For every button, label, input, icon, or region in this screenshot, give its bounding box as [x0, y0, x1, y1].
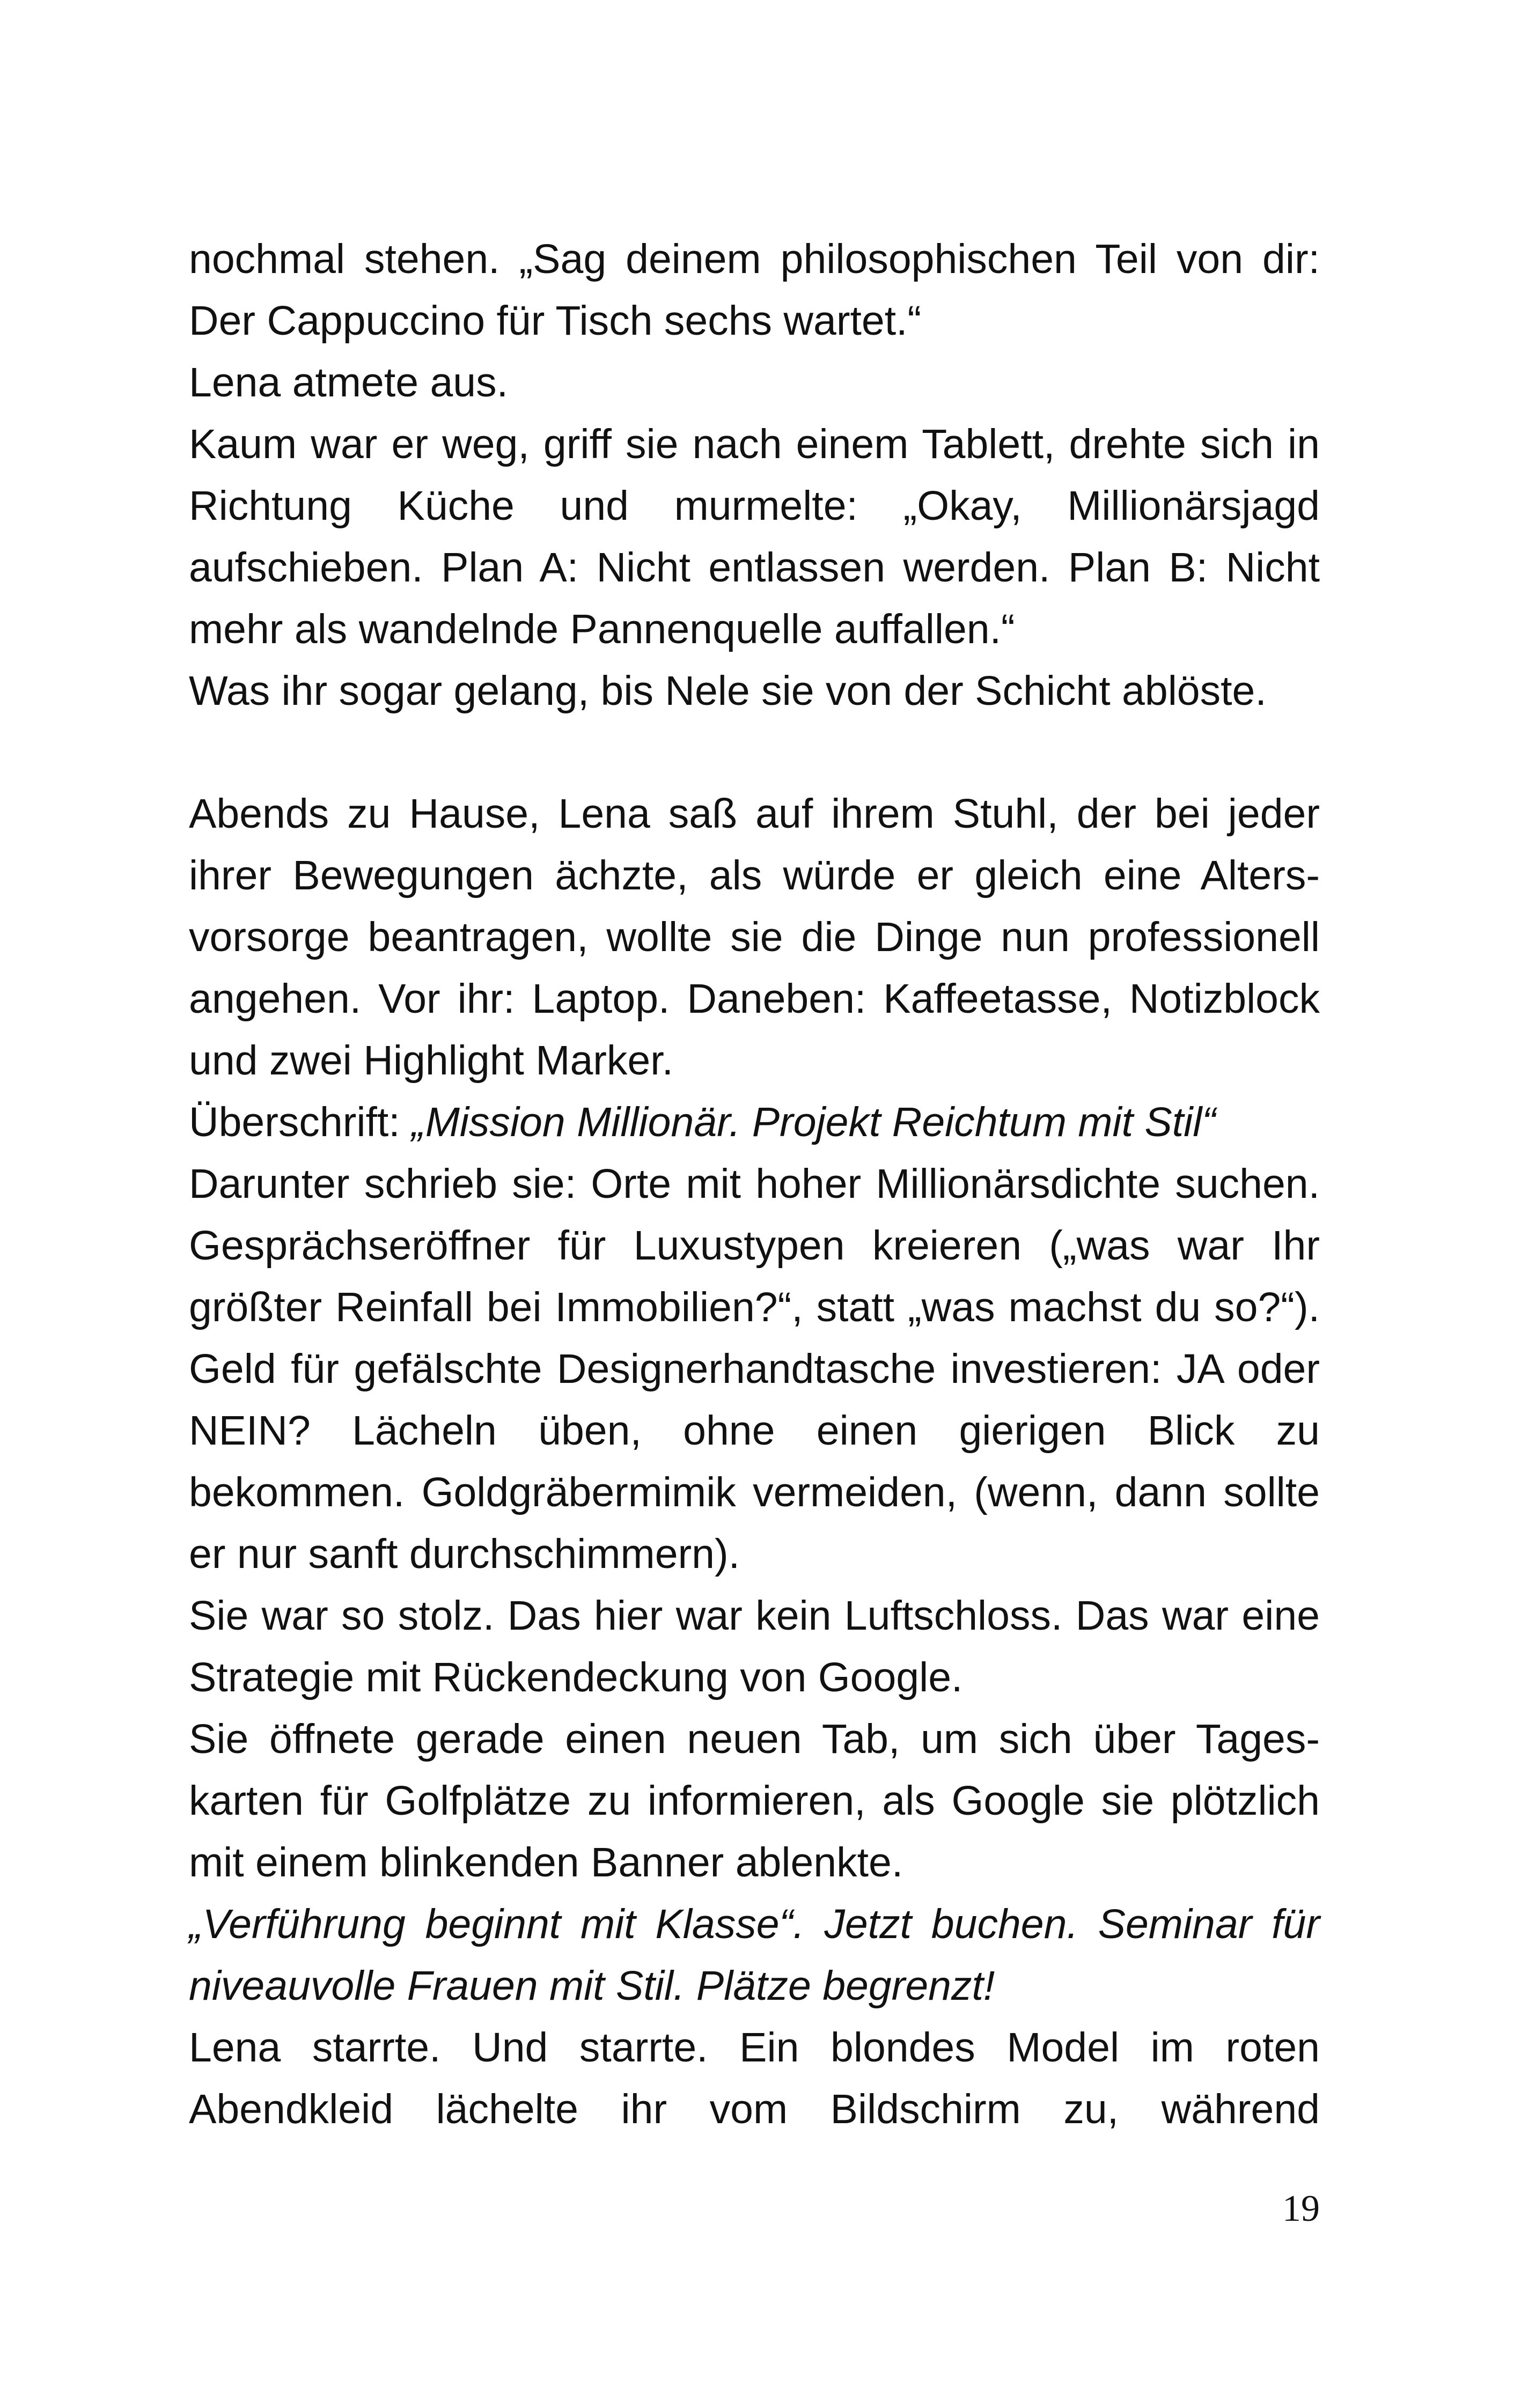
text-section-evening	[189, 783, 1320, 2140]
heading-prefix: Überschrift:	[189, 1099, 412, 1145]
paragraph: Sie war so stolz. Das hier war kein Luftschloss. Das war eine Strategie mit Rückendeckung von Google.	[189, 1593, 1320, 1700]
page-number: 19	[1282, 2188, 1320, 2229]
paragraph: Kaum war er weg, griff sie nach einem Tablett, drehte sich in Richtung Küche und murmelte: „Okay, Millionärsjagd aufschieben. Plan A: Nicht entlassen werden. Plan B: Nicht mehr als wandelnde Pannenquelle auffallen.“	[189, 421, 1320, 652]
paragraph: Lena atmete aus.	[189, 359, 509, 406]
paragraph: Darunter schrieb sie: Orte mit hoher Millionärsdichte suchen. Gesprächseröffner für Luxustypen kreieren („was war Ihr größter Reinfall bei Immobilien?“, statt „was machst du so?“). Geld für gefälschte Designerhandtasche investieren: JA oder NEIN? Lächeln üben, ohne einen gierigen Blick zu bekommen. Goldgräbermimik vermeiden, (wenn, dann sollte er nur sanft durchschimmern).	[189, 1161, 1320, 1577]
paragraph: Lena starrte. Und starrte. Ein blondes Model im roten Abendkleid lächelte ihr vom Bildschirm zu, während	[189, 2024, 1320, 2132]
paragraph-heading-line	[189, 1092, 1320, 1153]
heading-italic: „Mission Millionär. Projekt Reichtum mit Stil“	[412, 1099, 1216, 1145]
banner-text: „Verführung beginnt mit Klasse“. Jetzt buchen. Seminar für niveauvolle Frauen mit Stil. Plätze begrenzt!	[189, 1901, 1320, 2009]
paragraph: Sie öffnete gerade einen neuen Tab, um sich über Tageskarten für Golfplätze zu informieren, als Google sie plötzlich mit einem blinkenden Banner ablenkte.	[189, 1716, 1320, 1886]
text-section-cafe	[189, 229, 1320, 722]
paragraph: Was ihr sogar gelang, bis Nele sie von der Schicht ablöste.	[189, 668, 1267, 714]
paragraph: Abends zu Hause, Lena saß auf ihrem Stuhl, der bei jeder ihrer Bewegungen ächzte, als würde er gleich eine Altersvorsorge beantragen, wollte sie die Dinge nun professionell angehen. Vor ihr: Laptop. Daneben: Kaffeetasse, Notizblock und zwei Highlight Marker.	[189, 791, 1320, 1084]
paragraph: nochmal stehen. „Sag deinem philosophischen Teil von dir: Der Cappuccino für Tisch sechs wartet.“	[189, 236, 1320, 344]
